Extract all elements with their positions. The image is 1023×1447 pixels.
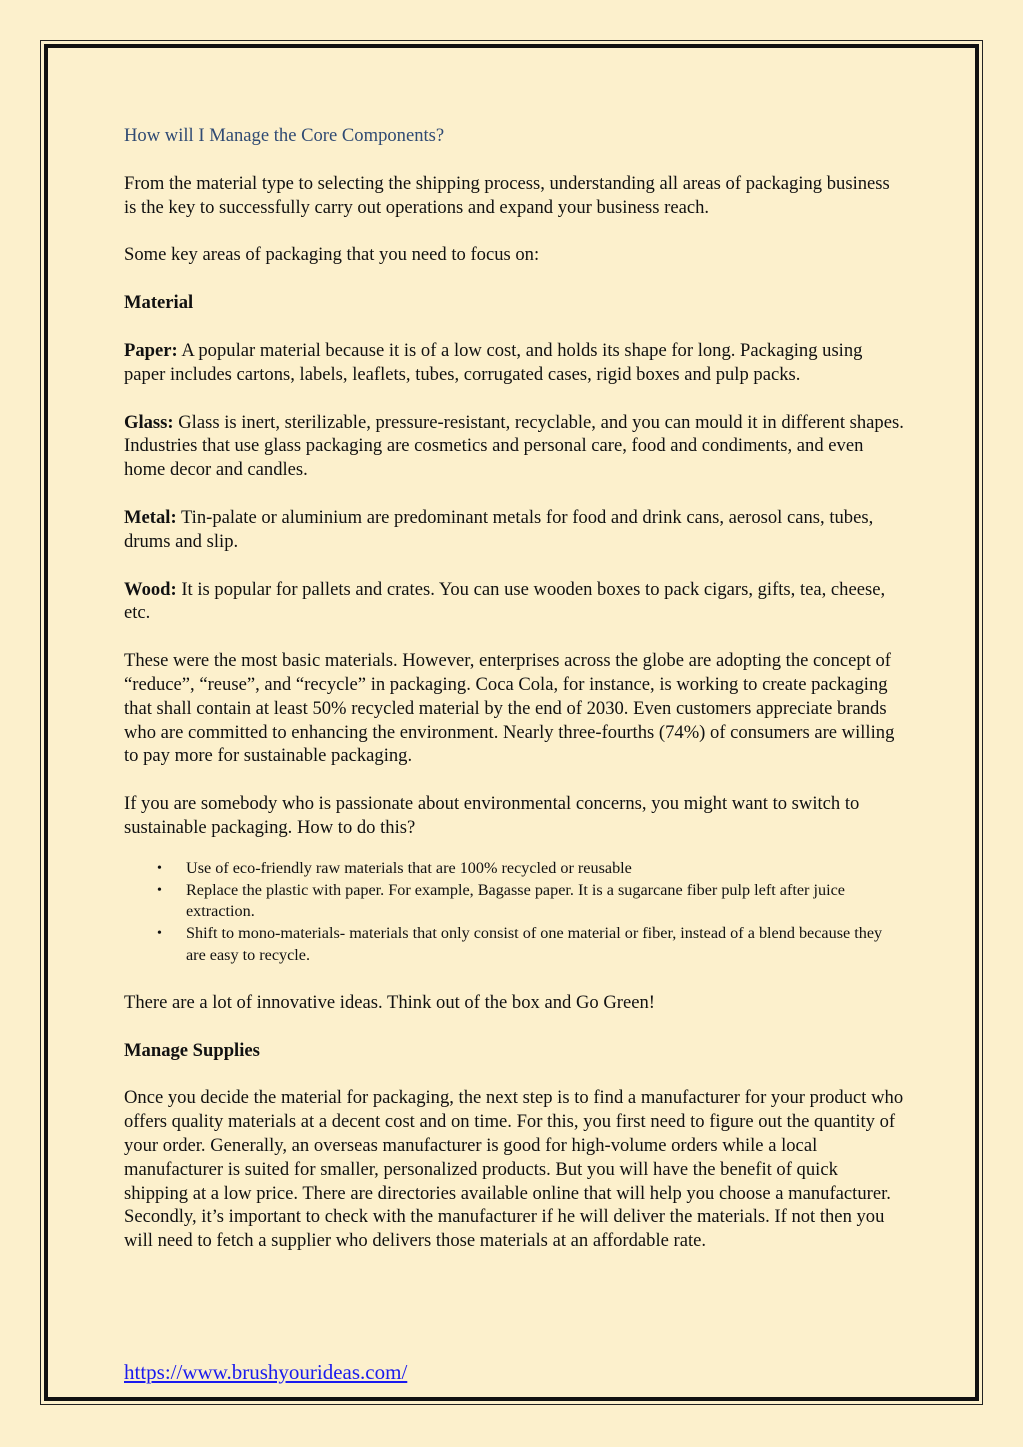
material-term: Paper:: [124, 339, 178, 361]
material-term: Glass:: [124, 411, 174, 433]
sustainable-paragraph: If you are somebody who is passionate about environmental concerns, you might want to switch to sustainable packaging. How to do this?: [124, 793, 860, 838]
list-item-text: Shift to mono-materials- materials that only consist of one material or fiber, instead of a blend because they are easy to recycle.: [186, 924, 883, 964]
page-title: How will I Manage the Core Components?: [124, 125, 445, 146]
list-item: [157, 923, 904, 967]
bullet-icon: •: [157, 882, 162, 898]
basic-materials-paragraph: These were the most basic materials. However, enterprises across the globe are adopting the concept of “reduce”, “reuse”, and “recycle” in packaging. Coca Cola, for instance, is working to create packaging that shall contain at least 50% recycled material by the end of 2030. Even customers appreciate brands who are committed to enhancing the environment. Nearly three-fourths (74%) of consumers are willing to pay more for sustainable packaging.: [124, 650, 895, 767]
sustainability-list: [124, 858, 904, 967]
list-item: [157, 858, 904, 880]
go-green-paragraph: There are a lot of innovative ideas. Think out of the box and Go Green!: [124, 991, 655, 1013]
material-metal: [124, 506, 904, 554]
supplies-paragraph: Once you decide the material for packaging, the next step is to find a manufacturer for your product who offers quality materials at a decent cost and on time. For this, you first need to figure out the quantity of your order. Generally, an overseas manufacturer is good for high-volume orders while a local manufacturer is suited for smaller, personalized products. But you will have the benefit of quick shipping at a low price. There are directories available online that will help you choose a manufacturer. Secondly, it’s important to check with the manufacturer if he will deliver the materials. If not then you will need to fetch a supplier who delivers those materials at an affordable rate.: [124, 1087, 904, 1252]
document-body: [124, 124, 904, 1277]
material-description: Glass is inert, sterilizable, pressure-resistant, recyclable, and you can mould it in different shapes. Industries that use glass packaging are cosmetics and personal care, food and condiments, and even home decor and candles.: [124, 411, 904, 481]
material-description: Tin-palate or aluminium are predominant metals for food and drink cans, aerosol cans, tubes, drums and slip.: [124, 506, 874, 552]
supplies-section-title: Manage Supplies: [124, 1039, 260, 1061]
material-wood: [124, 578, 904, 626]
material-description: It is popular for pallets and crates. You can use wooden boxes to pack cigars, gifts, tea, cheese, etc.: [124, 578, 886, 624]
key-areas-paragraph: Some key areas of packaging that you need to focus on:: [124, 244, 540, 266]
material-paper: [124, 339, 904, 387]
list-item-text: Replace the plastic with paper. For example, Bagasse paper. It is a sugarcane fiber pulp left after juice extraction.: [186, 880, 845, 921]
material-section-title: Material: [124, 292, 194, 314]
material-term: Wood:: [124, 578, 177, 600]
material-description: A popular material because it is of a low cost, and holds its shape for long. Packaging using paper includes cartons, labels, leaflets, tubes, corrugated cases, rigid boxes and pulp packs.: [124, 339, 863, 385]
list-item: [157, 880, 904, 924]
bullet-icon: •: [157, 926, 162, 942]
intro-paragraph: From the material type to selecting the shipping process, understanding all areas of packaging business is the key to successfully carry out operations and expand your business reach.: [124, 172, 890, 218]
website-link[interactable]: https://www.brushyourideas.com/: [124, 1360, 408, 1384]
material-glass: [124, 411, 904, 482]
bullet-icon: •: [157, 860, 162, 876]
material-term: Metal:: [124, 506, 177, 528]
list-item-text: Use of eco-friendly raw materials that are 100% recycled or reusable: [186, 858, 632, 877]
